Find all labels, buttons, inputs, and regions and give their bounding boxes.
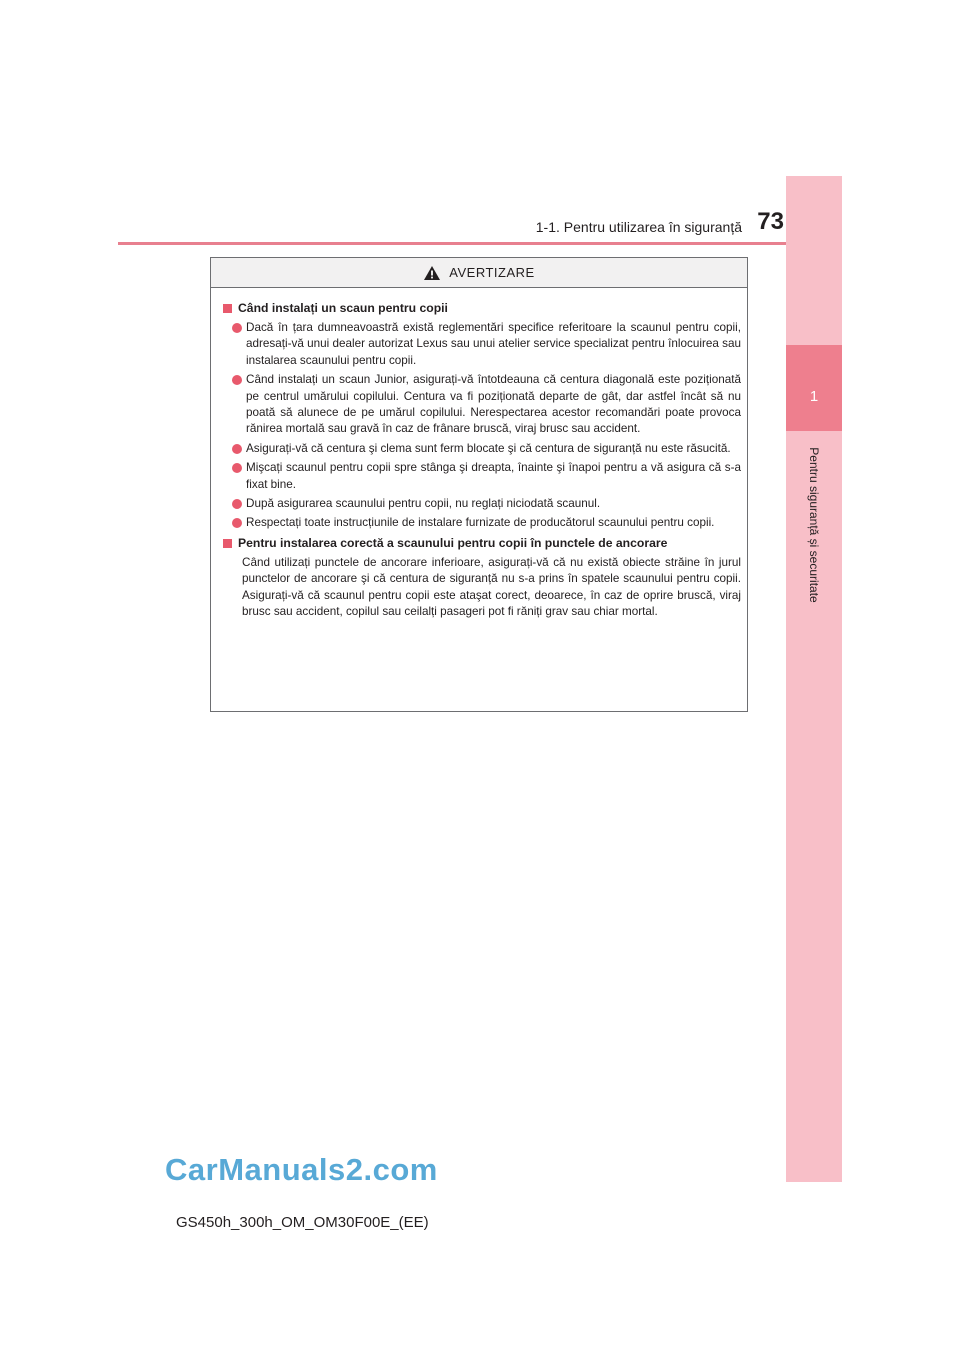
warning-triangle-icon xyxy=(423,265,441,281)
list-item: Mişcați scaunul pentru copii spre stânga şi dreapta, înainte şi înapoi pentru a vă asigura că s-a fixat bine. xyxy=(223,460,741,493)
watermark-logo[interactable]: CarManuals2.com xyxy=(165,1152,438,1187)
round-bullet-icon xyxy=(232,323,242,333)
header-rule xyxy=(118,242,786,245)
section-title: 1-1. Pentru utilizarea în siguranță xyxy=(535,219,742,235)
round-bullet-icon xyxy=(232,375,242,385)
footer-doc-code: GS450h_300h_OM_OM30F00E_(EE) xyxy=(176,1214,429,1231)
warning-heading-2: Pentru instalarea corectă a scaunului pentru copii în punctele de ancorare xyxy=(223,535,741,552)
round-bullet-icon xyxy=(232,463,242,473)
warning-box xyxy=(210,257,748,712)
square-bullet-icon xyxy=(223,304,232,313)
list-item: Când instalați un scaun Junior, asigurați-vă întotdeauna că centura diagonală este poziționată pe centrul umărului copilului. Centura va fi poziționată departe de gât, dar astfel încât să nu poată să alunece de pe umărul copilului. Nerespectarea acestor recomandări poate provoca rănirea mortală sau gravă în caz de frânare bruscă, viraj brusc sau accident. xyxy=(223,372,741,438)
list-item: Dacă în țara dumneavoastră există reglementări specifice referitoare la scaunul pentru copii, adresați-vă unui dealer autorizat Lexus sau unui atelier service specializat pentru înlocuirea sau instalarea scaunului pentru copii. xyxy=(223,320,741,369)
warning-title: AVERTIZARE xyxy=(449,265,535,280)
chapter-side-tab xyxy=(786,176,842,1182)
chapter-number: 1 xyxy=(809,388,819,405)
round-bullet-icon xyxy=(232,444,242,454)
warning-body xyxy=(211,288,747,621)
round-bullet-icon xyxy=(232,499,242,509)
page-number: 73 xyxy=(757,208,784,235)
warning-heading-1: Când instalați un scaun pentru copii xyxy=(223,300,741,317)
square-bullet-icon xyxy=(223,539,232,548)
list-item: Respectați toate instrucțiunile de instalare furnizate de producătorul scaunului pentru copii. xyxy=(223,515,741,531)
round-bullet-icon xyxy=(232,518,242,528)
warning-header xyxy=(211,258,747,288)
chapter-label: Pentru siguranță și securitate xyxy=(807,447,821,603)
warning-paragraph: Când utilizați punctele de ancorare inferioare, asigurați-vă că nu există obiecte străine în jurul punctelor de ancorare şi că centura de siguranță nu s-a prins în spatele scaunului pentru copii. Asigurați-vă că scaunul pentru copii este ataşat corect, deoarece, în caz de oprire bruscă, viraj brusc sau accident, copilul sau ceilalți pasageri pot fi răniți grav sau chiar mortal. xyxy=(242,555,741,619)
list-item: După asigurarea scaunului pentru copii, nu reglați niciodată scaunul. xyxy=(223,496,741,512)
list-item: Asigurați-vă că centura şi clema sunt ferm blocate şi că centura de siguranță nu este răsucită. xyxy=(223,441,741,457)
